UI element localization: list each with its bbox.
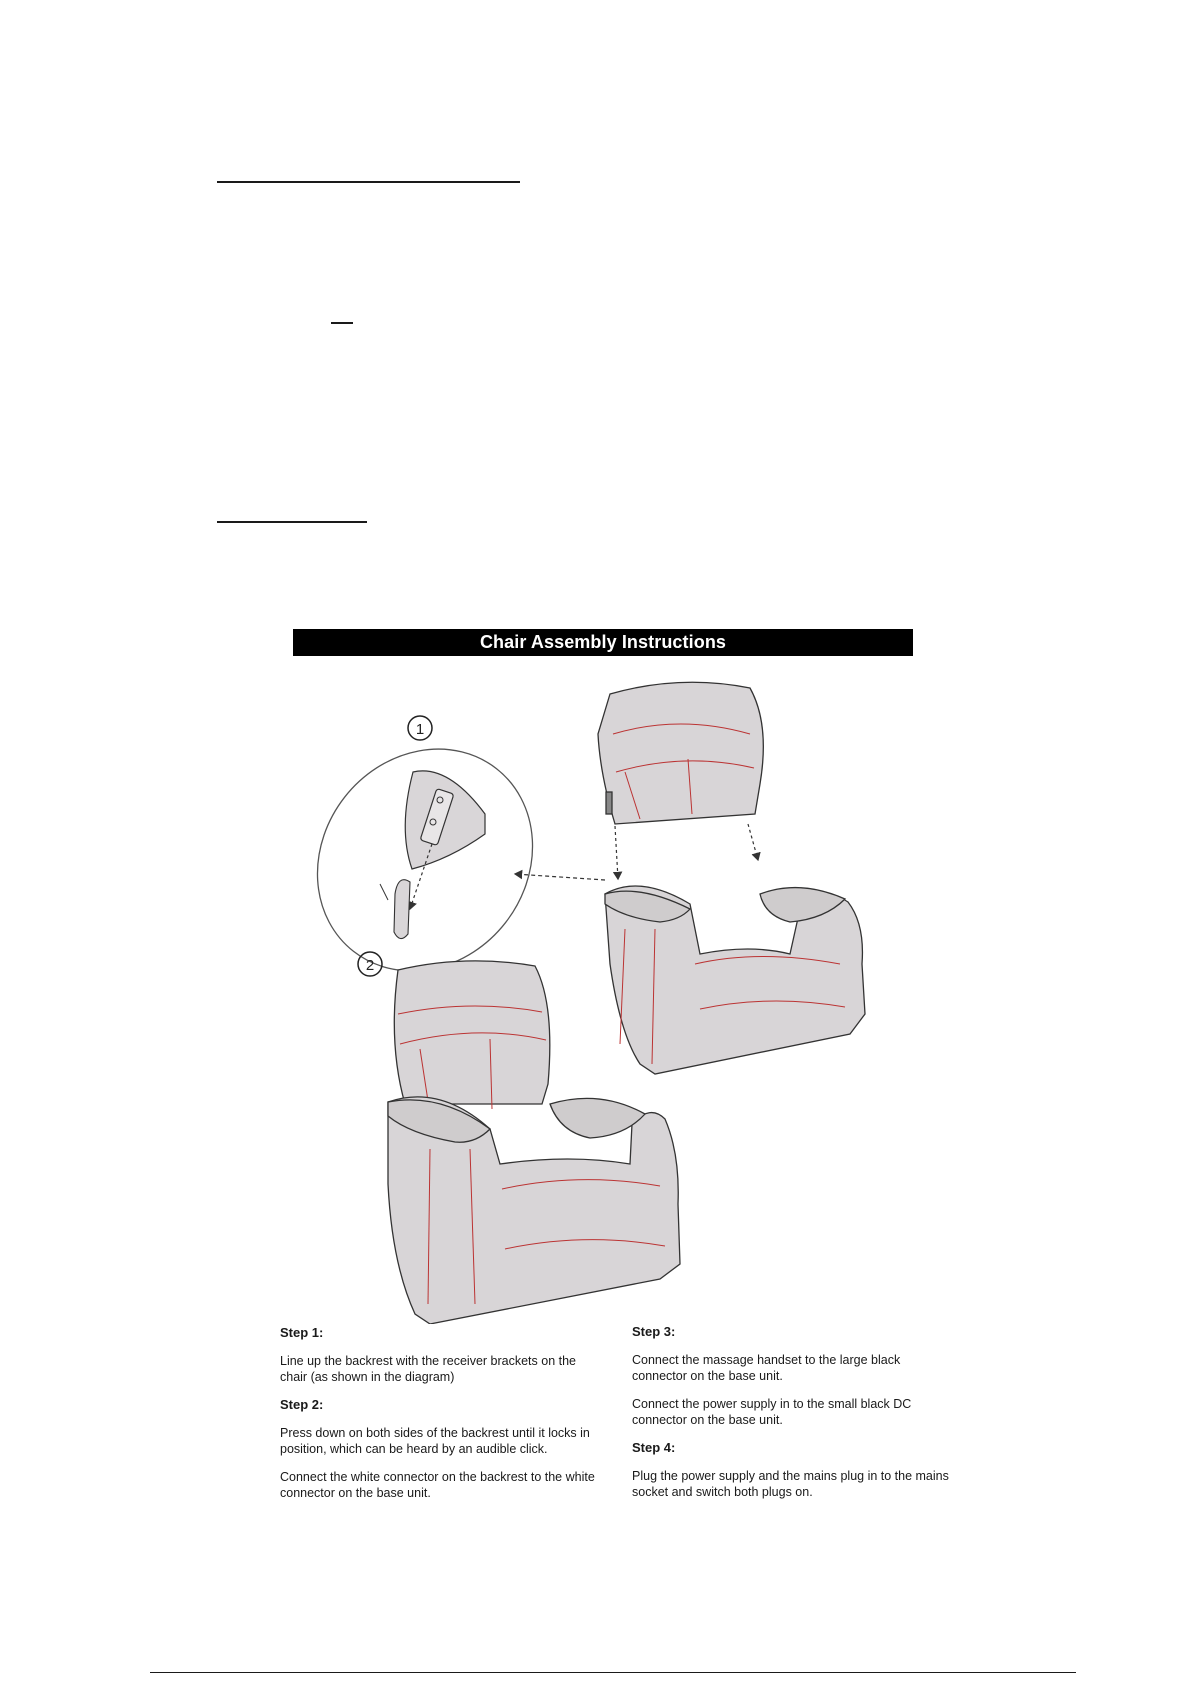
step2-heading: Step 2:: [280, 1397, 324, 1412]
step1-heading: Step 1:: [280, 1325, 324, 1340]
footer-rule: [150, 1672, 1076, 1673]
base-chair-illustration: [605, 886, 865, 1074]
svg-text:1: 1: [415, 721, 425, 738]
step1-text: Line up the backrest with the receiver brackets on the chair (as shown in the diagram): [280, 1354, 576, 1384]
step4-heading: Step 4:: [632, 1440, 676, 1455]
chair-assembly-diagram: [280, 664, 900, 1324]
callout-1-icon: [408, 716, 432, 740]
heading-underline-2: [331, 322, 353, 324]
heading-underline-1: [217, 181, 520, 183]
svg-text:2: 2: [365, 957, 375, 974]
step3-text-b: Connect the power supply in to the small black DC connector on the base unit.: [632, 1397, 912, 1427]
step3-heading: Step 3:: [632, 1324, 676, 1339]
step4-text: Plug the power supply and the mains plug in to the mains socket and switch both plugs on.: [632, 1469, 949, 1499]
backrest-illustration: [598, 682, 763, 824]
step2-text-a: Press down on both sides of the backrest until it locks in position, which can be heard by an audible click.: [280, 1426, 590, 1456]
step3-text-a: Connect the massage handset to the large black connector on the base unit.: [632, 1353, 901, 1383]
steps-column-right: [632, 1324, 952, 1512]
assembly-title-banner: Chair Assembly Instructions: [293, 629, 913, 656]
steps-column-left: [280, 1325, 600, 1513]
callout-2-icon: [358, 952, 382, 976]
heading-underline-3: [217, 521, 367, 523]
step2-text-b: Connect the white connector on the backrest to the white connector on the base unit.: [280, 1470, 595, 1500]
